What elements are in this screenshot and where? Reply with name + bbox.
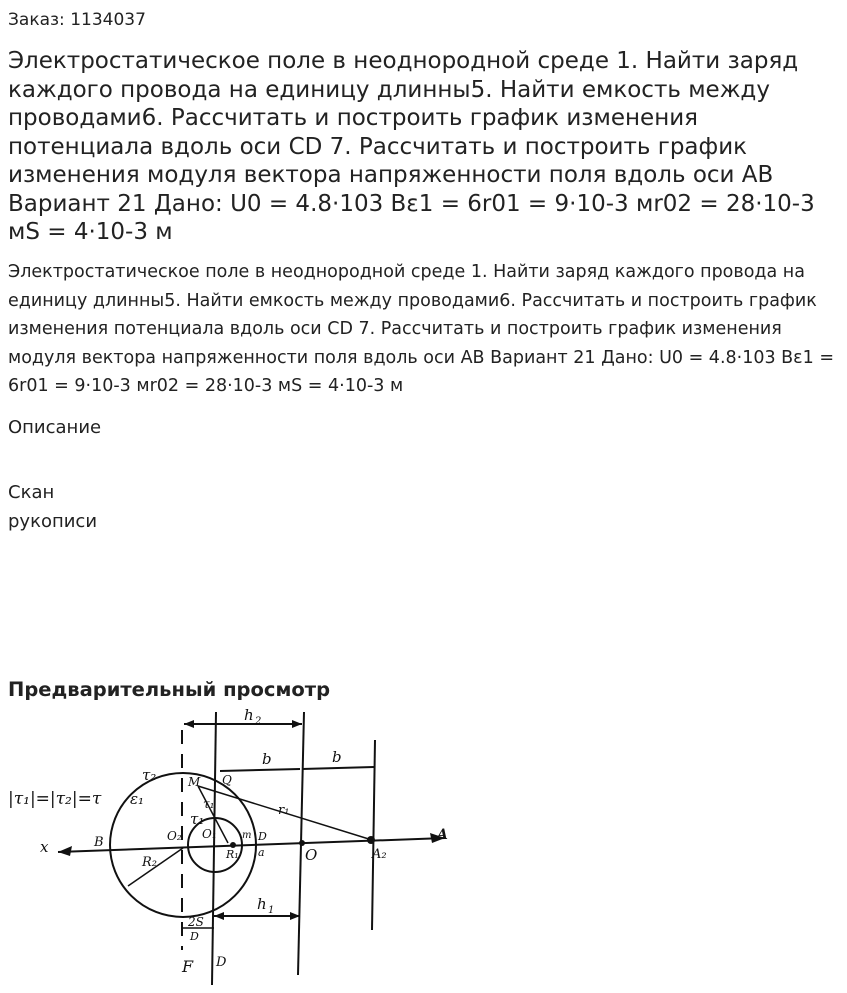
sketch-arrow-h2-left bbox=[184, 720, 194, 728]
handwritten-scan-preview bbox=[0, 700, 470, 993]
description-text: Электростатическое поле в неоднородной среде 1. Найти заряд каждого провода на единицу длинны5. Найти емкость между проводами6. Рассчитать и построить график изменения потенциала вдоль оси CD 7. Рассчитать и построить график изменения модуля вектора напряженности поля вдоль оси AB Вариант 21 Дано: U0 = 4.8·103 Bε1 = 6r01 = 9·10-3 мr02 = 28·10-3 мS = 4·10-3 м bbox=[8, 262, 834, 396]
sketch-label-M: M bbox=[188, 775, 201, 789]
sketch-label-b-left: b bbox=[262, 750, 272, 768]
sketch-label-R2: R₂ bbox=[142, 855, 157, 870]
sketch-label-b-right: b bbox=[332, 748, 342, 766]
sketch-label-A2: A₂ bbox=[372, 847, 387, 862]
sketch-arrow-h1-left bbox=[214, 912, 224, 920]
sketch-label-Q: Q bbox=[222, 773, 232, 787]
sketch-label-O2: O₂ bbox=[167, 829, 182, 843]
description-section-label: Описание bbox=[8, 417, 102, 438]
sketch-line-D bbox=[212, 712, 216, 985]
sketch-label-a: a bbox=[258, 846, 265, 859]
scan-label: Скан рукописи bbox=[8, 482, 98, 532]
sketch-label-m: m bbox=[242, 830, 252, 841]
order-label: Заказ: bbox=[8, 10, 65, 30]
sketch-label-r1: r₁ bbox=[278, 803, 290, 818]
scan-sketch bbox=[0, 700, 470, 993]
order-number bbox=[8, 8, 146, 32]
sketch-label-F: F bbox=[182, 957, 194, 976]
sketch-label-O: O bbox=[305, 846, 318, 864]
sketch-dim-b-right bbox=[302, 767, 374, 769]
preview-heading: Предварительный просмотр bbox=[8, 678, 331, 701]
sketch-label-D-bottom: D bbox=[216, 955, 227, 970]
order-value: 1134037 bbox=[70, 10, 146, 30]
page-title: Электростатическое поле в неоднородной среде 1. Найти заряд каждого провода на единицу длинны5. Найти емкость между проводами6. Рассчитать и построить график изменения потенциала вдоль оси CD 7. Рассчитать и построить график изменения модуля вектора напряженности поля вдоль оси AB Вариант 21 Дано: U0 = 4.8·103 Bε1 = 6r01 = 9·10-3 мr02 = 28·10-3 мS = 4·10-3 м bbox=[8, 48, 815, 245]
sketch-label-R1: R₁ bbox=[226, 848, 239, 861]
sketch-label-2s: 2S bbox=[188, 915, 204, 929]
sketch-label-h1-sub: 1 bbox=[268, 905, 275, 916]
sketch-label-h2: h bbox=[244, 706, 254, 724]
sketch-label-h1: h bbox=[257, 895, 267, 913]
sketch-label-D-small: D bbox=[258, 830, 267, 843]
sketch-label-O1: O₁ bbox=[202, 827, 217, 841]
sketch-label-eps1: ε₁ bbox=[130, 790, 145, 808]
sketch-line-A2 bbox=[372, 740, 375, 930]
sketch-point-A2 bbox=[367, 836, 375, 844]
sketch-label-tau-eq: |τ₁|=|τ₂|=τ bbox=[8, 789, 102, 809]
sketch-label-h2-sub: 2 bbox=[255, 716, 262, 727]
sketch-label-A: A bbox=[437, 827, 448, 843]
sketch-label-tau2: τ₂ bbox=[142, 766, 157, 784]
sketch-axis-AB bbox=[58, 838, 445, 852]
sketch-label-r1-small: τ₁ bbox=[190, 810, 205, 828]
sketch-label-D-dim: D bbox=[190, 930, 199, 943]
sketch-arrow-h2-right bbox=[292, 720, 302, 728]
sketch-label-tau1: τ₁ bbox=[203, 797, 215, 811]
sketch-label-B: B bbox=[94, 835, 104, 850]
sketch-label-x: x bbox=[40, 838, 49, 856]
sketch-dim-b-left bbox=[220, 769, 300, 771]
